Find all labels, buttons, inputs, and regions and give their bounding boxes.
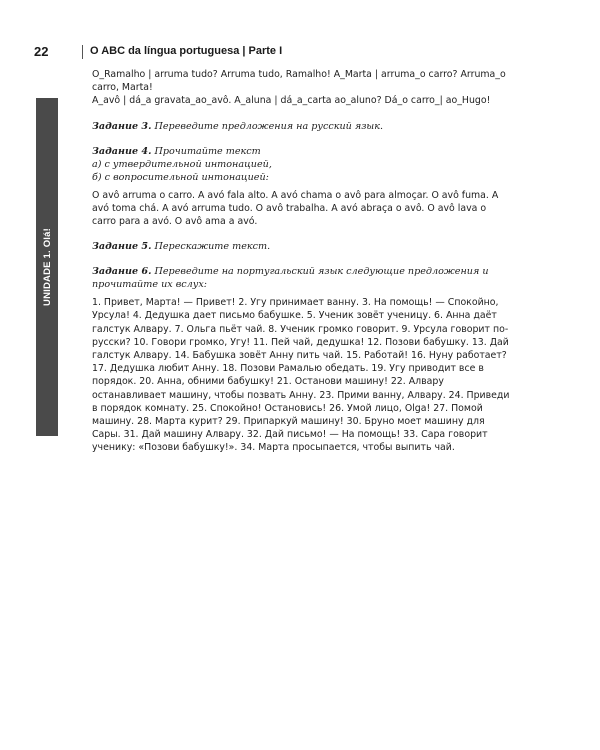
task3-label: Задание 3.	[92, 120, 152, 132]
task4-option-a: а) с утвердительной интонацией,	[92, 158, 272, 170]
task6-label: Задание 6.	[92, 266, 152, 278]
task5-label: Задание 5.	[92, 241, 152, 253]
running-head: O ABC da língua portuguesa | Parte I	[90, 45, 283, 57]
task3-text: Переведите предложения на русский язык.	[154, 120, 384, 132]
task5-text: Перескажите текст.	[154, 241, 271, 253]
page-content	[92, 68, 512, 455]
task6-body: 1. Привет, Марта! — Привет! 2. Угу принимает ванну. 3. На помощь! — Спокойно, Урсула! 4. Дедушка дает письмо бабушке. 5. Ученик зовёт ученицу. 6. Анна даёт галстук Алвару. 7. Ольга пьёт чай. 8. Ученик громко говорит. 9. Урсула говорит по-русски? 10. Говори громко, Угу! 11. Пей чай, дедушка! 12. Позови бабушку. 13. Дай галстук Алвару. 14. Бабушка зовёт Анну пить чай. 15. Работай! 16. Нуну работает? 17. Дедушка любит Анну. 18. Позови Рамалью обедать. 19. Угу приводит все в порядок. 20. Анна, обними бабушку! 21. Останови машину! 22. Алвару останавливает машину, чтобы позвать Анну. 23. Прими ванну, Алвару. 24. Приведи в порядок комнату. 25. Спокойно! Остановись! 26. Умой лицо, Olga! 27. Помой машину. 28. Марта курит? 29. Припаркуй машину! 30. Бруно моет машину для Сары. 31. Дай машину Алвару. 32. Дай письмо! — На помощь! 33. Сара говорит ученику: «Позови бабушку!». 34. Марта просыпается, чтобы выпить чай.	[92, 297, 510, 454]
intro-paragraph-1: O_Ramalho | arruma tudo? Arruma tudo, Ramalho! A_Marta | arruma_o carro? Arruma_o carro, Marta!	[92, 69, 506, 94]
page-number: 22	[34, 44, 49, 59]
task6-text: Переведите на португальский язык следующие предложения и прочитайте их вслух:	[92, 266, 489, 291]
task4-heading	[92, 145, 512, 158]
unit-side-tab	[36, 98, 58, 436]
task4-label: Задание 4.	[92, 145, 152, 157]
task4-option-b: б) с вопросительной интонацией:	[92, 171, 269, 183]
unit-side-tab-label: UNIDADE 1. Olá!	[41, 228, 53, 306]
intro-paragraph-2: A_avô | dá_a gravata_ao_avô. A_aluna | dá_a_carta ao_aluno? Dá_o carro_| ao_Hugo!	[92, 95, 491, 107]
task4-text: Прочитайте текст	[154, 145, 261, 157]
header-divider	[82, 45, 83, 59]
task5-heading	[92, 240, 512, 253]
task4-body: O avô arruma o carro. A avó fala alto. A avó chama o avô para almoçar. O avô fuma. A avó toma chá. A avó arruma tudo. O avô trabalha. A avó abraça o avô. O avô lava o carro para a avó. O avô ama a avó.	[92, 189, 499, 228]
task3-heading	[92, 120, 512, 133]
task6-heading	[92, 265, 512, 291]
